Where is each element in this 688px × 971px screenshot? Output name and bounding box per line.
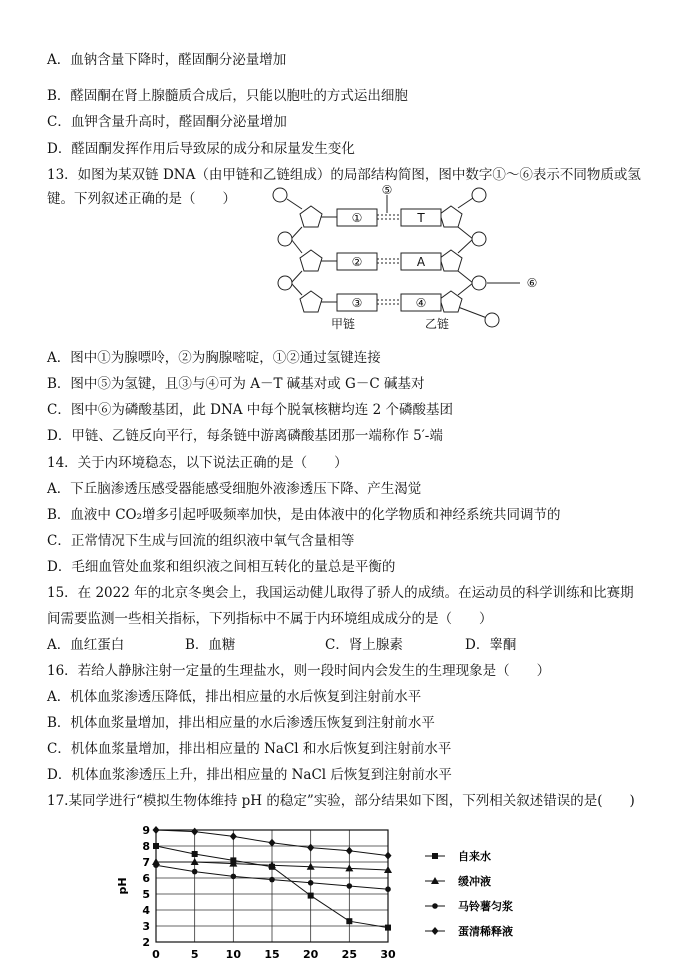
- q14-option-d: D．毛细血管处血浆和组织液之间相互转化的量总是平衡的: [47, 559, 396, 575]
- x-tick-label-25: 25: [341, 948, 357, 961]
- q12-option-d: D．醛固酮发挥作用后导致尿的成分和尿量发生变化: [47, 141, 355, 157]
- sugar-right-2: [440, 250, 462, 271]
- q12-option-b: B．醛固酮在肾上腺髓质合成后，只能以胞吐的方式运出细胞: [47, 88, 408, 104]
- legend-label-triangle: 缓冲液: [458, 875, 491, 888]
- legend-label-circle: 马铃薯匀浆: [458, 900, 513, 913]
- legend-marker-square: [432, 853, 438, 859]
- data-point-circle-15: [269, 877, 275, 883]
- q12-option-a: A．血钠含量下降时，醛固酮分泌量增加: [47, 52, 287, 68]
- data-point-circle-5: [192, 869, 198, 875]
- data-point-circle-25: [347, 883, 353, 889]
- phosphate-left-3: [278, 276, 292, 290]
- legend-label-diamond: 蛋清稀释液: [458, 925, 513, 938]
- q13-stem-line2: 键。下列叙述正确的是（ ）: [47, 191, 236, 207]
- phosphate-right-3: [472, 276, 486, 290]
- y-tick-label-9: 9: [142, 824, 150, 837]
- base-label-3: ③: [351, 296, 363, 310]
- legend-marker-diamond: [432, 927, 439, 935]
- q12-option-c: C．血钾含量升高时，醛固酮分泌量增加: [47, 114, 287, 130]
- phosphate-label: ⑥: [526, 276, 538, 290]
- legend-marker-circle: [432, 903, 438, 909]
- base-label-a: A: [416, 255, 426, 269]
- y-axis-label: pH: [116, 877, 129, 895]
- data-point-circle-30: [385, 886, 391, 892]
- q15-option-b: B．血糖: [185, 637, 236, 653]
- sugar-left-2: [300, 250, 322, 271]
- y-tick-label-6: 6: [142, 872, 150, 885]
- data-point-diamond-25: [346, 847, 353, 855]
- y-tick-label-7: 7: [142, 856, 150, 869]
- q13-option-a: A．图中①为腺嘌呤，②为胸腺嘧啶，①②通过氢键连接: [47, 350, 381, 366]
- q13-option-c: C．图中⑥为磷酸基团，此 DNA 中每个脱氧核糖均连 2 个磷酸基团: [47, 402, 453, 418]
- data-point-circle-20: [308, 880, 314, 886]
- q16-option-b: B．机体血浆量增加，排出相应量的水后渗透压恢复到注射前水平: [47, 715, 435, 731]
- q16-stem: 16．若给人静脉注射一定量的生理盐水，则一段时间内会发生的生理现象是（ ）: [47, 663, 551, 679]
- q15-stem-line2: 间需要监测一些相关指标，下列指标中不属于内环境组成成分的是（ ）: [47, 611, 493, 627]
- chain-right-label: 乙链: [424, 317, 450, 331]
- data-point-diamond-10: [230, 832, 237, 840]
- q16-option-d: D．机体血浆渗透压上升，排出相应量的 NaCl 后恢复到注射前水平: [47, 767, 452, 783]
- y-tick-label-5: 5: [142, 888, 150, 901]
- chart-legend: [425, 849, 513, 938]
- hydrogen-bond-label: ⑤: [381, 183, 393, 197]
- data-point-diamond-0: [153, 826, 160, 834]
- q16-option-a: A．机体血浆渗透压降低，排出相应量的水后恢复到注射前水平: [47, 689, 422, 705]
- data-point-diamond-15: [269, 839, 276, 847]
- q14-stem: 14．关于内环境稳态，以下说法正确的是（ ）: [47, 455, 348, 471]
- base-label-1: ①: [351, 211, 363, 225]
- q16-option-c: C．机体血浆量增加，排出相应量的 NaCl 和水后恢复到注射前水平: [47, 741, 452, 757]
- phosphate-right-4: [485, 313, 499, 327]
- y-tick-label-4: 4: [142, 904, 150, 917]
- data-point-circle-10: [231, 874, 237, 880]
- phosphate-right-2: [472, 232, 486, 246]
- x-tick-label-5: 5: [190, 948, 199, 961]
- q15-stem-line1: 15．在 2022 年的北京冬奥会上，我国运动健儿取得了骄人的成绩。在运动员的科学训练和比赛期: [47, 585, 634, 601]
- sugar-left-1: [300, 206, 322, 227]
- q15-option-a: A．血红蛋白: [47, 637, 125, 653]
- y-tick-label-8: 8: [142, 840, 150, 853]
- q13-stem-line1: 13．如图为某双链 DNA（由甲链和乙链组成）的局部结构简图，图中数字①～⑥表示不同物质或氢: [47, 167, 641, 183]
- chain-left-label: 甲链: [330, 317, 356, 331]
- data-point-diamond-30: [385, 852, 392, 860]
- base-label-2: ②: [351, 255, 363, 269]
- q17-stem: 17.某同学进行“模拟生物体维持 pH 的稳定”实验，部分结果如下图，下列相关叙述错误的是( ): [47, 793, 635, 809]
- y-tick-label-3: 3: [142, 920, 150, 933]
- ph-line-chart: [100, 818, 560, 968]
- x-tick-label-20: 20: [303, 948, 319, 961]
- phosphate-right-1: [472, 188, 486, 202]
- x-tick-label-15: 15: [264, 948, 280, 961]
- base-label-t: T: [417, 211, 425, 225]
- q14-option-b: B．血液中 CO₂增多引起呼吸频率加快，是由体液中的化学物质和神经系统共同调节的: [47, 507, 561, 523]
- sugar-left-3: [300, 291, 322, 312]
- legend-label-square: 自来水: [458, 850, 491, 863]
- chart-ticks: [142, 824, 396, 961]
- sugar-right-1: [440, 206, 462, 227]
- base-label-4: ④: [415, 296, 427, 310]
- data-point-square-30: [385, 925, 391, 931]
- q15-option-d: D．睾酮: [465, 637, 517, 653]
- data-point-diamond-5: [191, 828, 198, 836]
- data-point-square-20: [308, 893, 314, 899]
- x-tick-label-0: 0: [152, 948, 160, 961]
- data-point-square-5: [192, 851, 198, 857]
- dna-structure-diagram: [265, 180, 555, 336]
- phosphate-left-1: [273, 188, 287, 202]
- data-point-diamond-20: [307, 844, 314, 852]
- phosphate-left-2: [278, 232, 292, 246]
- q13-option-d: D．甲链、乙链反向平行，每条链中游离磷酸基团那一端称作 5′-端: [47, 428, 443, 444]
- data-point-square-25: [346, 918, 352, 924]
- q15-option-c: C．肾上腺素: [325, 637, 403, 653]
- q14-option-a: A．下丘脑渗透压感受器能感受细胞外液渗透压下降、产生渴觉: [47, 481, 422, 497]
- q14-option-c: C．正常情况下生成与回流的组织液中氧气含量相等: [47, 533, 355, 549]
- x-tick-label-30: 30: [380, 948, 396, 961]
- data-point-square-0: [153, 843, 159, 849]
- data-point-circle-0: [153, 862, 159, 868]
- x-tick-label-10: 10: [225, 948, 241, 961]
- q13-option-b: B．图中⑤为氢键，且③与④可为 A－T 碱基对或 G－C 碱基对: [47, 376, 425, 392]
- q15-options-row: [47, 636, 607, 654]
- y-tick-label-2: 2: [142, 936, 150, 949]
